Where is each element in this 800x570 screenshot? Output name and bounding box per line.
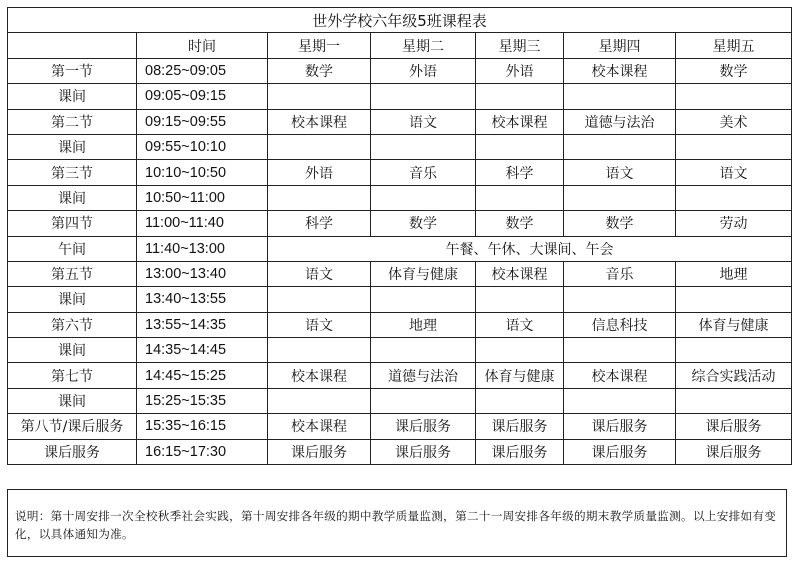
table-row: [8, 185, 792, 210]
subject-cell: [676, 287, 792, 312]
subject-cell: 体育与健康: [476, 363, 564, 388]
subject-cell: 外语: [268, 160, 371, 185]
subject-cell: 课后服务: [268, 439, 371, 464]
subject-cell: 道德与法治: [564, 109, 676, 134]
schedule-title: 世外学校六年级5班课程表: [8, 8, 792, 33]
subject-cell: 校本课程: [268, 363, 371, 388]
period-label: 第五节: [8, 261, 137, 286]
subject-cell: 校本课程: [476, 109, 564, 134]
subject-cell: [676, 338, 792, 363]
table-row: [8, 236, 792, 261]
time-cell: 11:40~13:00: [137, 236, 268, 261]
subject-cell: 数学: [564, 211, 676, 236]
header-cell: 星期一: [268, 33, 371, 58]
time-cell: 10:10~10:50: [137, 160, 268, 185]
subject-cell: [268, 287, 371, 312]
subject-cell: 课后服务: [371, 414, 476, 439]
period-label: 第六节: [8, 312, 137, 337]
period-label: 课间: [8, 287, 137, 312]
subject-cell: [476, 287, 564, 312]
lunch-merged-cell: 午餐、午休、大课间、午会: [268, 236, 792, 261]
subject-cell: 语文: [476, 312, 564, 337]
subject-cell: 课后服务: [676, 439, 792, 464]
subject-cell: [268, 338, 371, 363]
title-row: [8, 8, 792, 33]
subject-cell: 体育与健康: [371, 261, 476, 286]
subject-cell: 数学: [476, 211, 564, 236]
subject-cell: 地理: [676, 261, 792, 286]
subject-cell: [564, 287, 676, 312]
time-cell: 11:00~11:40: [137, 211, 268, 236]
time-cell: 14:35~14:45: [137, 338, 268, 363]
table-row: [8, 338, 792, 363]
table-row: [8, 363, 792, 388]
subject-cell: [476, 338, 564, 363]
period-label: 课后服务: [8, 439, 137, 464]
subject-cell: 美术: [676, 109, 792, 134]
table-row: [8, 414, 792, 439]
subject-cell: [676, 134, 792, 159]
period-label: 课间: [8, 134, 137, 159]
subject-cell: 科学: [268, 211, 371, 236]
subject-cell: 劳动: [676, 211, 792, 236]
table-row: [8, 134, 792, 159]
note-text: 说明：第十周安排一次全校秋季社会实践，第十周安排各年级的期中教学质量监测，第二十一周安排各年级的期末教学质量监测。以上安排如有变化，以具体通知为准。: [15, 509, 777, 541]
subject-cell: 道德与法治: [371, 363, 476, 388]
time-cell: 13:55~14:35: [137, 312, 268, 337]
header-corner: [8, 33, 137, 58]
subject-cell: 校本课程: [268, 414, 371, 439]
subject-cell: 科学: [476, 160, 564, 185]
period-label: 第二节: [8, 109, 137, 134]
subject-cell: [564, 388, 676, 413]
subject-cell: [371, 84, 476, 109]
subject-cell: 语文: [268, 261, 371, 286]
header-cell: 时间: [137, 33, 268, 58]
time-cell: 10:50~11:00: [137, 185, 268, 210]
time-cell: 08:25~09:05: [137, 58, 268, 83]
subject-cell: 课后服务: [676, 414, 792, 439]
subject-cell: [676, 185, 792, 210]
subject-cell: [371, 338, 476, 363]
table-row: [8, 388, 792, 413]
time-cell: 13:00~13:40: [137, 261, 268, 286]
subject-cell: [268, 134, 371, 159]
period-label: 第七节: [8, 363, 137, 388]
period-label: 第八节/课后服务: [8, 414, 137, 439]
subject-cell: 课后服务: [371, 439, 476, 464]
subject-cell: 校本课程: [268, 109, 371, 134]
time-cell: 09:55~10:10: [137, 134, 268, 159]
subject-cell: [268, 84, 371, 109]
note-box: [7, 489, 787, 557]
table-row: [8, 312, 792, 337]
schedule-table: [7, 7, 792, 465]
subject-cell: [676, 388, 792, 413]
table-row: [8, 439, 792, 464]
subject-cell: 地理: [371, 312, 476, 337]
table-row: [8, 160, 792, 185]
subject-cell: 校本课程: [476, 261, 564, 286]
subject-cell: 音乐: [564, 261, 676, 286]
subject-cell: 综合实践活动: [676, 363, 792, 388]
subject-cell: 课后服务: [476, 439, 564, 464]
subject-cell: [371, 134, 476, 159]
period-label: 课间: [8, 84, 137, 109]
subject-cell: [371, 287, 476, 312]
header-cell: 星期三: [476, 33, 564, 58]
subject-cell: [268, 185, 371, 210]
period-label: 课间: [8, 338, 137, 363]
header-cell: 星期二: [371, 33, 476, 58]
table-row: [8, 109, 792, 134]
subject-cell: [476, 185, 564, 210]
time-cell: 15:25~15:35: [137, 388, 268, 413]
header-cell: 星期四: [564, 33, 676, 58]
period-label: 第三节: [8, 160, 137, 185]
period-label: 课间: [8, 388, 137, 413]
subject-cell: [564, 84, 676, 109]
subject-cell: 校本课程: [564, 58, 676, 83]
period-label: 课间: [8, 185, 137, 210]
subject-cell: 语文: [268, 312, 371, 337]
subject-cell: 外语: [476, 58, 564, 83]
time-cell: 13:40~13:55: [137, 287, 268, 312]
subject-cell: [564, 338, 676, 363]
header-row: [8, 33, 792, 58]
subject-cell: [476, 134, 564, 159]
table-row: [8, 58, 792, 83]
subject-cell: 语文: [371, 109, 476, 134]
time-cell: 14:45~15:25: [137, 363, 268, 388]
subject-cell: 语文: [676, 160, 792, 185]
subject-cell: 校本课程: [564, 363, 676, 388]
period-label: 午间: [8, 236, 137, 261]
time-cell: 15:35~16:15: [137, 414, 268, 439]
table-row: [8, 261, 792, 286]
subject-cell: [371, 185, 476, 210]
subject-cell: [476, 84, 564, 109]
subject-cell: [268, 388, 371, 413]
period-label: 第四节: [8, 211, 137, 236]
header-cell: 星期五: [676, 33, 792, 58]
subject-cell: 体育与健康: [676, 312, 792, 337]
subject-cell: [564, 134, 676, 159]
subject-cell: 课后服务: [564, 439, 676, 464]
subject-cell: 音乐: [371, 160, 476, 185]
subject-cell: 数学: [371, 211, 476, 236]
time-cell: 09:15~09:55: [137, 109, 268, 134]
subject-cell: [371, 388, 476, 413]
table-row: [8, 211, 792, 236]
subject-cell: 数学: [268, 58, 371, 83]
time-cell: 16:15~17:30: [137, 439, 268, 464]
subject-cell: 语文: [564, 160, 676, 185]
subject-cell: 信息科技: [564, 312, 676, 337]
subject-cell: [564, 185, 676, 210]
table-row: [8, 84, 792, 109]
period-label: 第一节: [8, 58, 137, 83]
subject-cell: 课后服务: [564, 414, 676, 439]
subject-cell: 数学: [676, 58, 792, 83]
subject-cell: [476, 388, 564, 413]
subject-cell: 外语: [371, 58, 476, 83]
table-row: [8, 287, 792, 312]
subject-cell: 课后服务: [476, 414, 564, 439]
subject-cell: [676, 84, 792, 109]
time-cell: 09:05~09:15: [137, 84, 268, 109]
